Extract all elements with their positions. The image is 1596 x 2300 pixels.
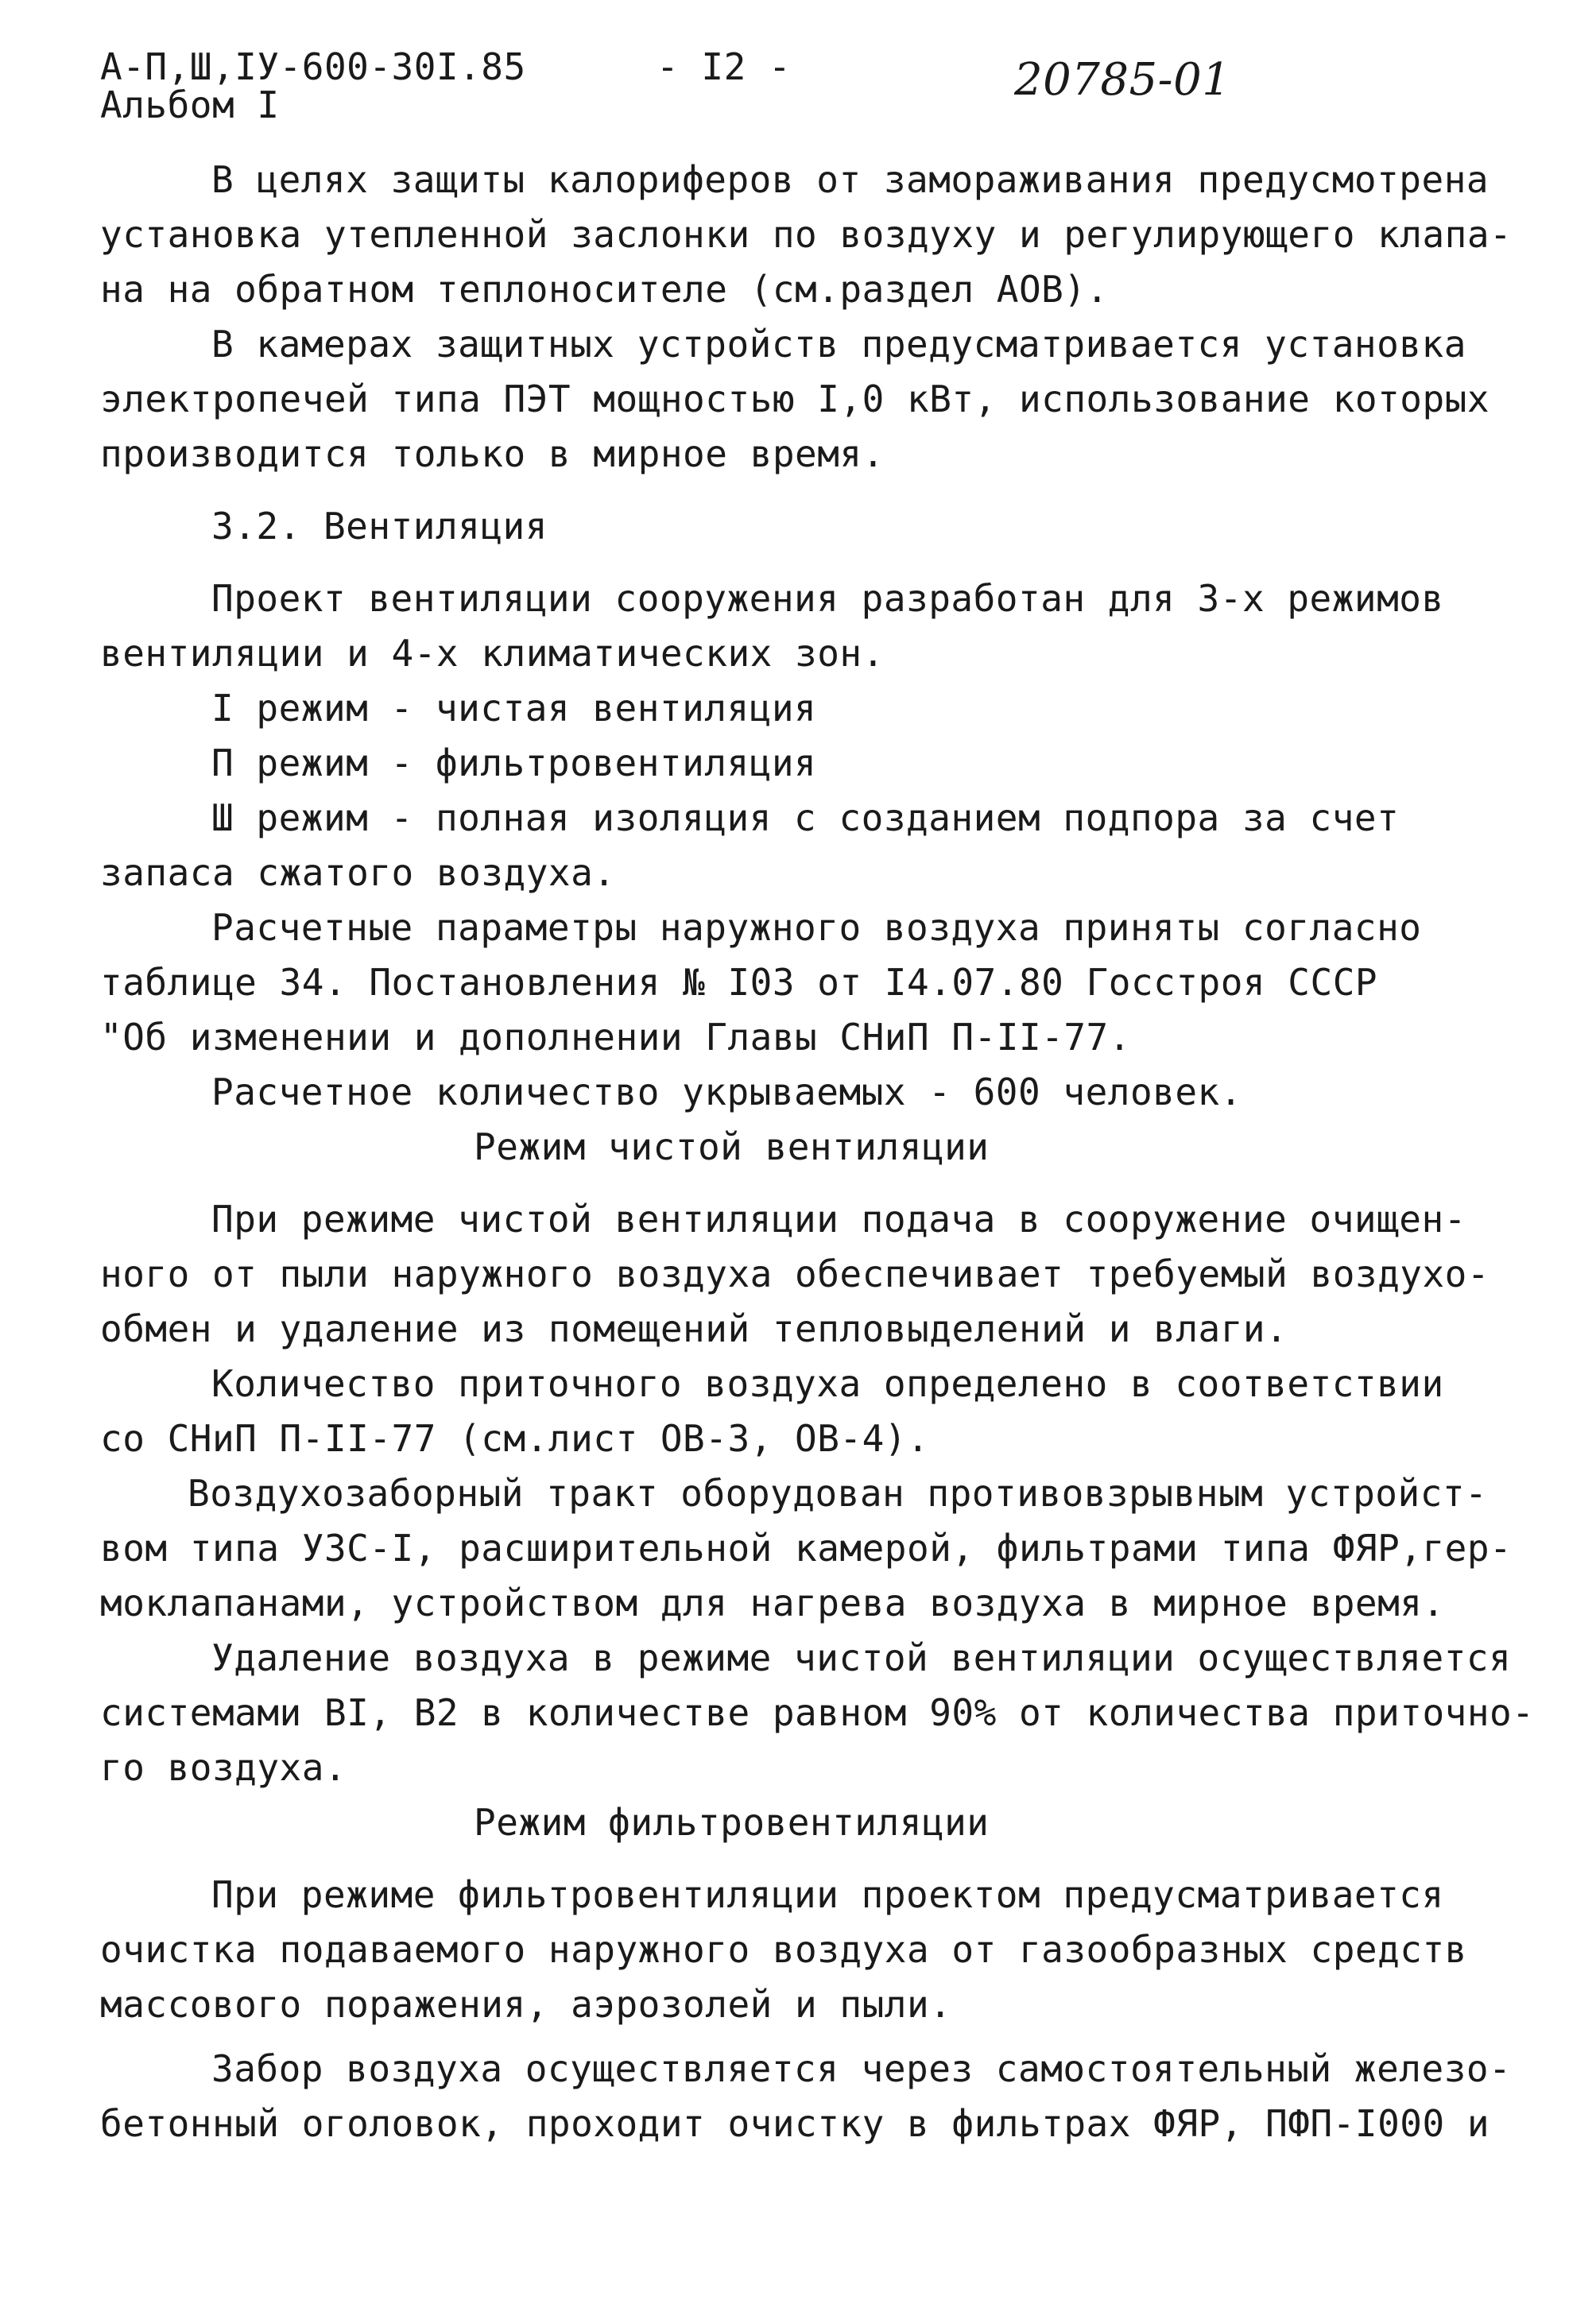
text-line: вом типа УЗС-I, расширительной камерой, фильтрами типа ФЯР,гер-: [100, 1527, 1513, 1570]
text-line: В целях защиты калориферов от замораживания предусмотрена: [211, 158, 1489, 201]
text-line: Ш режим - полная изоляция с созданием подпора за счет: [211, 796, 1400, 839]
page-number: - I2 -: [657, 45, 792, 88]
text-line: Расчетные параметры наружного воздуха приняты согласно: [211, 906, 1422, 949]
text-line: Воздухозаборный тракт оборудован противовзрывным устройст-: [188, 1472, 1488, 1515]
text-line: бетонный оголовок, проходит очистку в фильтрах ФЯР, ПФП-I000 и: [100, 2102, 1490, 2145]
text-line: производится только в мирное время.: [100, 432, 885, 475]
text-line: моклапанами, устройством для нагрева воздуха в мирное время.: [100, 1582, 1445, 1624]
text-line: Забор воздуха осуществляется через самостоятельный железо-: [211, 2047, 1512, 2090]
text-line: При режиме фильтровентиляции проектом предусматривается: [211, 1873, 1444, 1916]
text-line: "Об изменении и дополнении Главы СНиП П-II-77.: [100, 1016, 1131, 1059]
text-line: массового поражения, аэрозолей и пыли.: [100, 1983, 952, 2026]
text-line: П режим - фильтровентиляция: [211, 741, 817, 784]
text-line: системами ВI, В2 в количестве равном 90% от количества приточно-: [100, 1691, 1535, 1734]
document-number: 20785-01: [1014, 54, 1231, 106]
document-body: [100, 153, 1535, 2151]
text-line: Режим фильтровентиляции: [474, 1801, 990, 1844]
text-line: При режиме чистой вентиляции подача в сооружение очищен-: [211, 1198, 1466, 1241]
text-line: 3.2. Вентиляция: [211, 505, 548, 548]
text-line: очистка подаваемого наружного воздуха от газообразных средств: [100, 1928, 1467, 1971]
text-line: Количество приточного воздуха определено в соответствии: [211, 1362, 1444, 1405]
text-line: В камерах защитных устройств предусматривается установка: [211, 323, 1466, 366]
text-line: го воздуха.: [100, 1746, 347, 1789]
text-line: установка утепленной заслонки по воздуху и регулирующего клапа-: [100, 213, 1513, 256]
text-line: Расчетное количество укрываемых - 600 человек.: [211, 1071, 1242, 1113]
text-line: обмен и удаление из помещений тепловыделений и влаги.: [100, 1307, 1288, 1350]
text-line: со СНиП П-II-77 (см.лист ОВ-3, ОВ-4).: [100, 1417, 930, 1460]
document-code: А-П,Ш,IУ-600-30I.85: [100, 45, 526, 88]
text-line: вентиляции и 4-х климатических зон.: [100, 632, 885, 675]
text-line: таблице 34. Постановления № I03 от I4.07.80 Госстроя СССР: [100, 961, 1378, 1004]
text-line: электропечей типа ПЭТ мощностью I,0 кВт, использование которых: [100, 378, 1490, 420]
album-label: Альбом I: [100, 83, 280, 126]
text-line: Проект вентиляции сооружения разработан для 3-х режимов: [211, 577, 1444, 620]
text-line: I режим - чистая вентиляция: [211, 687, 817, 730]
text-line: на на обратном теплоносителе (см.раздел АОВ).: [100, 268, 1109, 311]
text-line: ного от пыли наружного воздуха обеспечивает требуемый воздухо-: [100, 1253, 1490, 1295]
text-line: Удаление воздуха в режиме чистой вентиляции осуществляется: [211, 1636, 1512, 1679]
text-line: Режим чистой вентиляции: [474, 1125, 990, 1168]
text-line: запаса сжатого воздуха.: [100, 851, 616, 894]
